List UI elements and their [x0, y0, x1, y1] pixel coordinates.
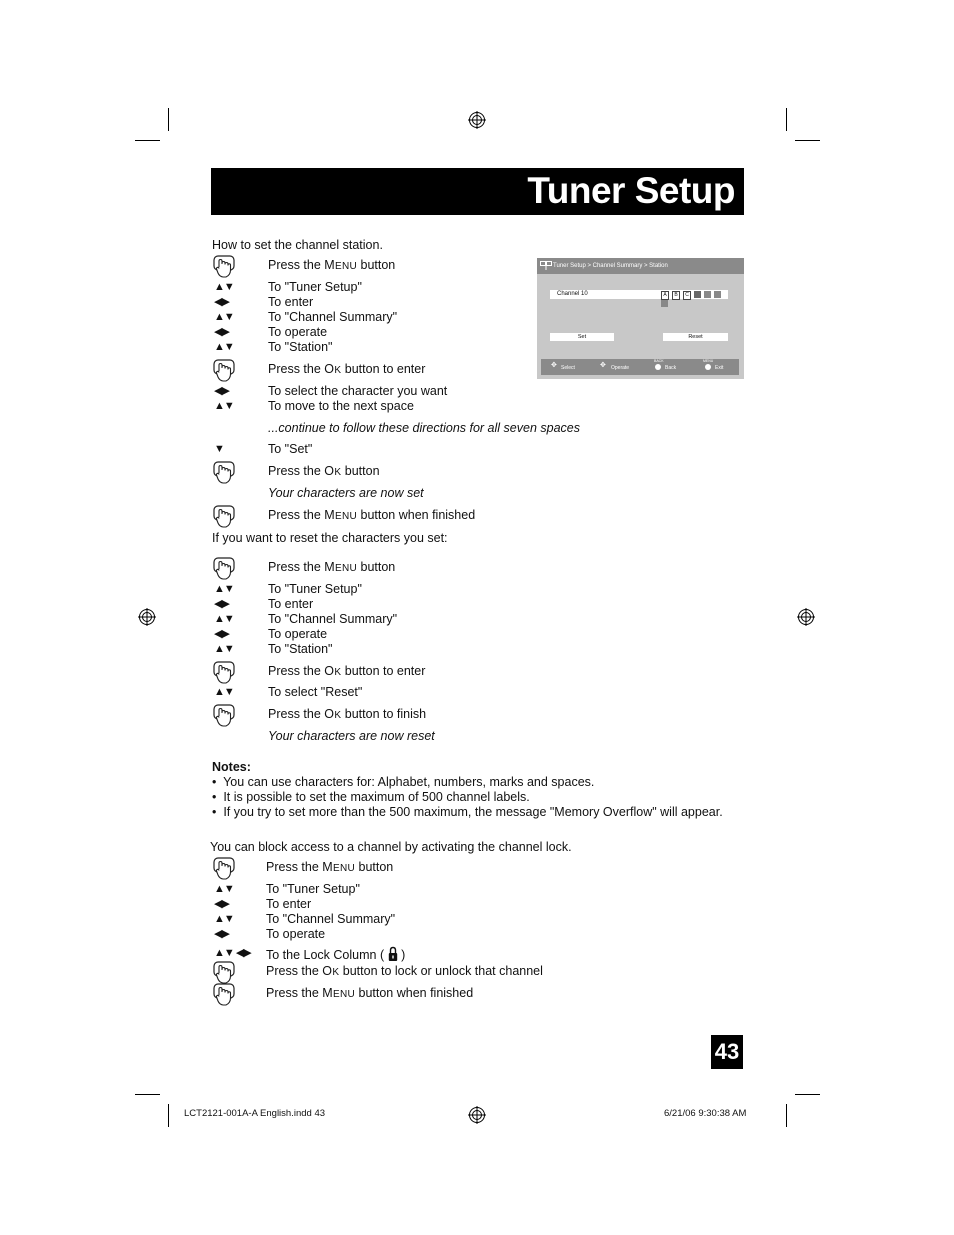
instruction-step: To enter — [266, 897, 312, 911]
up-down-arrow-icon: ▲▼ — [214, 400, 234, 412]
instruction-step: To enter — [268, 295, 314, 309]
instruction-step: To enter — [268, 597, 314, 611]
remote-key-name: MENU — [322, 860, 356, 874]
remote-key-name: MENU — [324, 508, 358, 522]
instruction-step: To "Tuner Setup" — [268, 280, 362, 294]
remote-key-name: OK — [324, 664, 342, 678]
back-tag: BACK — [654, 359, 664, 363]
empty-character-slot — [661, 300, 668, 307]
instruction-step: To move to the next space — [268, 399, 414, 413]
remote-button-hand-icon — [213, 961, 235, 985]
character-slot: C — [683, 291, 691, 300]
operate-label: Operate — [611, 365, 630, 371]
menu-breadcrumb: Tuner Setup > Channel Summary > Station — [553, 263, 668, 269]
instruction-step: To "Channel Summary" — [266, 912, 396, 926]
channel-row — [550, 290, 728, 299]
instruction-step: Press the OK button to lock or unlock that channel — [266, 964, 543, 978]
notes-heading: Notes: — [212, 760, 251, 774]
registration-mark-icon — [468, 111, 486, 129]
left-right-arrow-icon: ◀▶ — [214, 598, 229, 610]
remote-button-hand-icon — [213, 857, 235, 881]
instruction-step: To "Set" — [268, 442, 313, 456]
character-slot: B — [672, 291, 680, 300]
remote-button-hand-icon — [213, 505, 235, 529]
empty-character-slot — [694, 291, 701, 298]
remote-key-name: MENU — [322, 986, 356, 1000]
menu-header — [537, 258, 744, 274]
note-item: • If you try to set more than the 500 maximum, the message "Memory Overflow" will appear. — [212, 805, 723, 819]
instruction-step: Press the MENU button when finished — [266, 986, 474, 1000]
instruction-step: To "Station" — [268, 642, 333, 656]
remote-button-hand-icon — [213, 461, 235, 485]
instruction-step: Your characters are now reset — [268, 729, 435, 743]
character-slot: A — [661, 291, 669, 300]
instruction-step: ...continue to follow these directions for all seven spaces — [268, 421, 580, 435]
menu-footer — [541, 359, 739, 375]
up-down-arrow-icon: ▲▼ — [214, 613, 234, 625]
instruction-step: To operate — [268, 325, 328, 339]
section2-intro: If you want to reset the characters you set: — [212, 531, 448, 545]
left-right-arrow-icon: ◀▶ — [214, 326, 229, 338]
registration-mark-icon — [797, 608, 815, 626]
registration-mark-icon — [138, 608, 156, 626]
instruction-step: Press the OK button to enter — [268, 664, 426, 678]
remote-key-name: MENU — [324, 258, 358, 272]
exit-tag: MENU — [703, 359, 714, 363]
remote-key-name: OK — [322, 964, 340, 978]
note-item: • It is possible to set the maximum of 500 channel labels. — [212, 790, 530, 804]
instruction-step: To select the character you want — [268, 384, 448, 398]
instruction-step: Press the MENU button — [268, 258, 396, 272]
instruction-step: Your characters are now set — [268, 486, 424, 500]
remote-key-name: OK — [324, 464, 342, 478]
up-down-arrow-icon: ▲▼ — [214, 281, 234, 293]
remote-button-hand-icon — [213, 255, 235, 279]
instruction-step: Press the OK button — [268, 464, 380, 478]
instruction-step: To the Lock Column ( ) — [266, 948, 406, 962]
section1-intro: How to set the channel station. — [212, 238, 383, 252]
exit-button-icon — [705, 364, 711, 370]
lock-icon — [388, 946, 398, 962]
instruction-step: To select "Reset" — [268, 685, 363, 699]
tuner-menu-icon — [540, 261, 552, 271]
left-right-arrow-icon: ◀▶ — [214, 628, 229, 640]
up-down-arrow-icon: ▲▼ — [214, 341, 234, 353]
reset-button: Reset — [663, 333, 728, 341]
four-way-arrow-icon: ▲▼ ◀▶ — [214, 947, 251, 959]
footer-file: LCT2121-001A-A English.indd 43 — [184, 1108, 326, 1119]
operate-icon: ✥ — [600, 362, 606, 369]
footer-date: 6/21/06 9:30:38 AM — [664, 1108, 747, 1119]
instruction-step: To "Channel Summary" — [268, 310, 398, 324]
channel-label: Channel 10 — [557, 291, 588, 297]
empty-character-slot — [714, 291, 721, 298]
instruction-step: Press the OK button to enter — [268, 362, 426, 376]
page-title-bar — [211, 168, 744, 215]
remote-button-hand-icon — [213, 661, 235, 685]
tv-menu-screenshot — [537, 258, 744, 379]
left-right-arrow-icon: ◀▶ — [214, 928, 229, 940]
registration-mark-icon — [468, 1106, 486, 1124]
page-title: Tuner Setup — [527, 170, 735, 211]
instruction-step: To "Station" — [268, 340, 333, 354]
instruction-step: To "Tuner Setup" — [266, 882, 360, 896]
instruction-step: To operate — [268, 627, 328, 641]
up-down-arrow-icon: ▲▼ — [214, 913, 234, 925]
remote-key-name: MENU — [324, 560, 358, 574]
instruction-step: Press the MENU button — [268, 560, 396, 574]
left-right-arrow-icon: ◀▶ — [214, 296, 229, 308]
instruction-step: Press the MENU button — [266, 860, 394, 874]
page-number: 43 — [711, 1035, 743, 1069]
instruction-step: Press the OK button to finish — [268, 707, 427, 721]
remote-button-hand-icon — [213, 983, 235, 1007]
up-down-arrow-icon: ▲▼ — [214, 643, 234, 655]
remote-key-name: OK — [324, 362, 342, 376]
section3-intro: You can block access to a channel by activating the channel lock. — [210, 840, 572, 854]
instruction-step: Press the MENU button when finished — [268, 508, 476, 522]
empty-character-slot — [704, 291, 711, 298]
back-button-icon — [655, 364, 661, 370]
up-down-arrow-icon: ▲▼ — [214, 311, 234, 323]
remote-button-hand-icon — [213, 359, 235, 383]
select-label: Select — [561, 365, 575, 371]
note-item: • You can use characters for: Alphabet, numbers, marks and spaces. — [212, 775, 595, 789]
instruction-step: To "Tuner Setup" — [268, 582, 362, 596]
set-button: Set — [550, 333, 614, 341]
remote-button-hand-icon — [213, 557, 235, 581]
up-down-arrow-icon: ▲▼ — [214, 583, 234, 595]
instruction-step: To operate — [266, 927, 326, 941]
select-icon: ✥ — [551, 362, 557, 369]
instruction-step: To "Channel Summary" — [268, 612, 398, 626]
down-arrow-icon: ▼ — [214, 443, 224, 455]
left-right-arrow-icon: ◀▶ — [214, 385, 229, 397]
character-slots — [661, 291, 728, 309]
up-down-arrow-icon: ▲▼ — [214, 883, 234, 895]
remote-button-hand-icon — [213, 704, 235, 728]
remote-key-name: OK — [324, 707, 342, 721]
left-right-arrow-icon: ◀▶ — [214, 898, 229, 910]
up-down-arrow-icon: ▲▼ — [214, 686, 234, 698]
exit-label: Exit — [715, 365, 724, 371]
back-label: Back — [665, 365, 677, 371]
